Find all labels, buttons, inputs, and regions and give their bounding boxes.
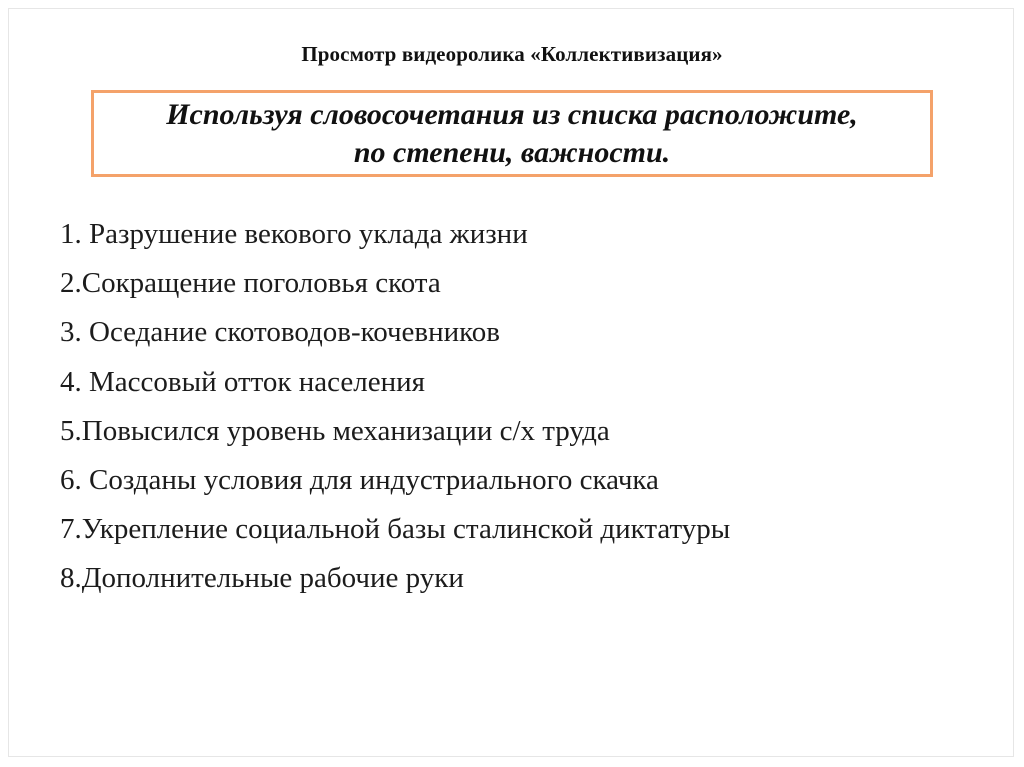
list-item: 5.Повысился уровень механизации с/х труда [60, 414, 610, 447]
list-item: 3. Оседание скотоводов-кочевников [60, 316, 500, 349]
list-item: 4. Массовый отток населения [60, 365, 425, 398]
list-item: 6. Созданы условия для индустриального скачка [60, 463, 659, 496]
list-item: 2.Сокращение поголовья скота [60, 267, 441, 300]
task-line-1: Используя словосочетания из списка расположите, [166, 98, 858, 131]
task-box [91, 90, 933, 177]
slide-title: Просмотр видеоролика «Коллективизация» [301, 42, 723, 66]
phrase-list [60, 212, 730, 606]
list-item: 7.Укрепление социальной базы сталинской диктатуры [60, 513, 731, 546]
task-line-2: по степени, важности. [353, 136, 671, 169]
list-item: 1. Разрушение векового уклада жизни [60, 218, 528, 250]
list-item: 8.Дополнительные рабочие руки [60, 562, 464, 595]
